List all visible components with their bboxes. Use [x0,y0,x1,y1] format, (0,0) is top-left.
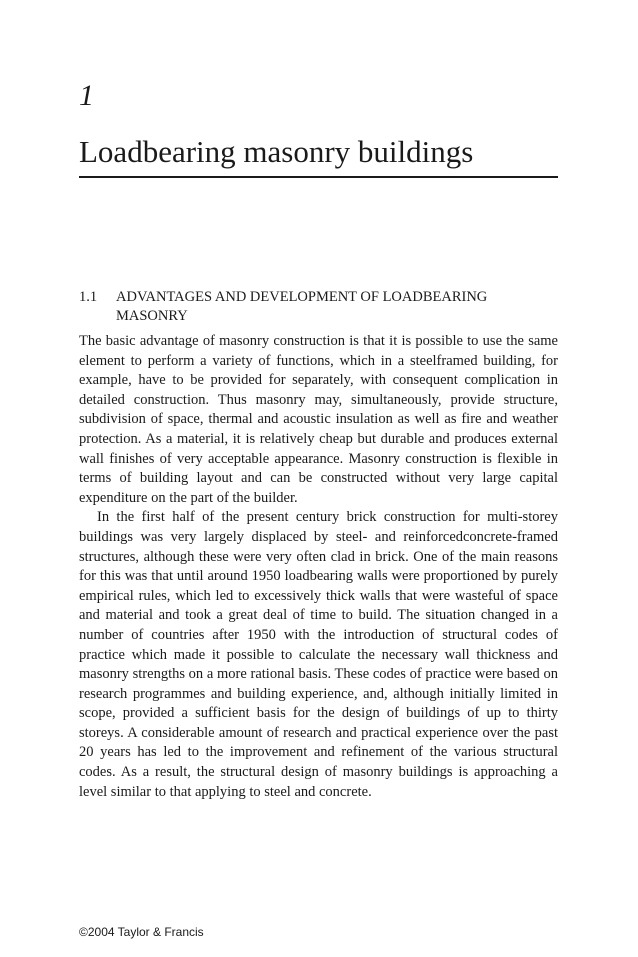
section-number: 1.1 [79,289,98,305]
body-text [79,332,558,802]
title-rule [79,176,558,178]
chapter-number: 1 [79,79,94,112]
chapter-title: Loadbearing masonry buildings [79,134,474,169]
section-title: ADVANTAGES AND DEVELOPMENT OF LOADBEARING MASONRY [116,289,488,324]
copyright-footer: ©2004 Taylor & Francis [79,925,204,939]
section-heading [79,288,558,326]
paragraph-1: The basic advantage of masonry construction is that it is possible to use the same element to perform a variety of functions, which in a steelframed building, for example, have to be provided for separately, with consequent complication in detailed construction. Thus masonry may, simultaneously, provide structure, subdivision of space, thermal and acoustic insulation as well as fire and weather protection. As a material, it is relatively cheap but durable and produces external wall finishes of very acceptable appearance. Masonry construction is flexible in terms of building layout and can be constructed without very large capital expenditure on the part of the builder. [79,333,558,506]
paragraph-2: In the first half of the present century brick construction for multi-storey buildings was very largely displaced by steel- and reinforcedconcrete-framed structures, although these were very often clad in brick. One of the main reasons for this was that until around 1950 loadbearing walls were proportioned by purely empirical rules, which led to excessively thick walls that were wasteful of space and material and took a great deal of time to build. The situation changed in a number of countries after 1950 with the introduction of structural codes of practice which made it possible to calculate the necessary wall thickness and masonry strengths on a more rational basis. These codes of practice were based on research programmes and building experience, and, although initially limited in scope, provided a sufficient basis for the design of buildings of up to thirty storeys. A considerable amount of research and practical experience over the past 20 years has led to the improvement and refinement of the various structural codes. As a result, the structural design of masonry buildings is approaching a level similar to that applying to steel and concrete. [79,509,558,800]
